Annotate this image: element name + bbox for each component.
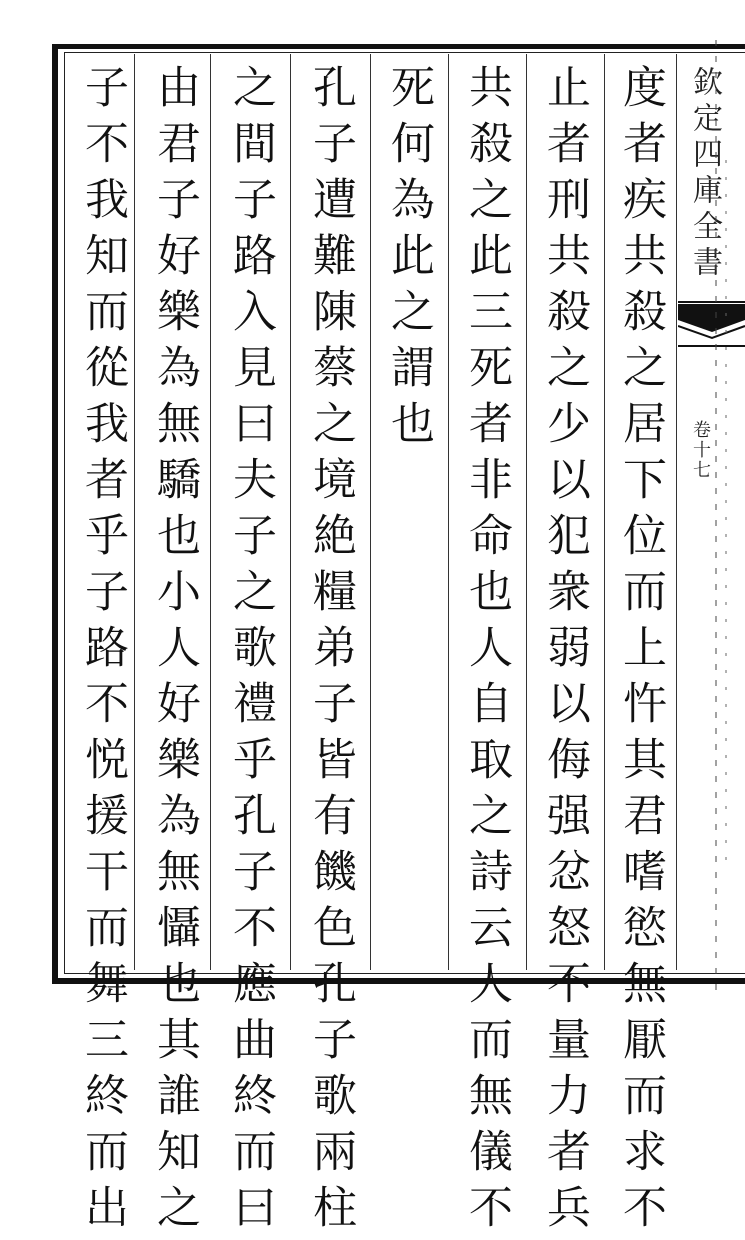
- column-divider: [448, 54, 449, 970]
- book-title: 欽定四庫全書: [687, 66, 722, 282]
- text-column-3: 共殺之此三死者非命也人自取之詩云人而無儀不: [461, 64, 512, 1240]
- text-column-7: 由君子好樂為無驕也小人好樂為無懾也其誰知之: [149, 64, 200, 1240]
- text-column-8: 子不我知而從我者乎子路不悦援干而舞三終而出: [77, 64, 128, 1240]
- page-edge-noise: [712, 40, 745, 990]
- text-column-4: 死何為此之謂也: [383, 64, 434, 456]
- gutter-divider: [676, 54, 677, 970]
- volume-label: 卷十七: [690, 420, 711, 480]
- column-divider: [526, 54, 527, 970]
- column-divider: [210, 54, 211, 970]
- text-column-2: 止者刑共殺之少以犯衆弱以侮强忿怒不量力者兵: [539, 64, 590, 1240]
- text-column-5: 孔子遭難陳蔡之境絶糧弟子皆有饑色孔子歌兩柱: [305, 64, 356, 1240]
- column-divider: [290, 54, 291, 970]
- text-column-6: 之間子路入見曰夫子之歌禮乎孔子不應曲終而曰: [225, 64, 276, 1240]
- text-column-1: 度者疾共殺之居下位而上忤其君嗜慾無厭而求不: [615, 64, 666, 1240]
- column-divider: [370, 54, 371, 970]
